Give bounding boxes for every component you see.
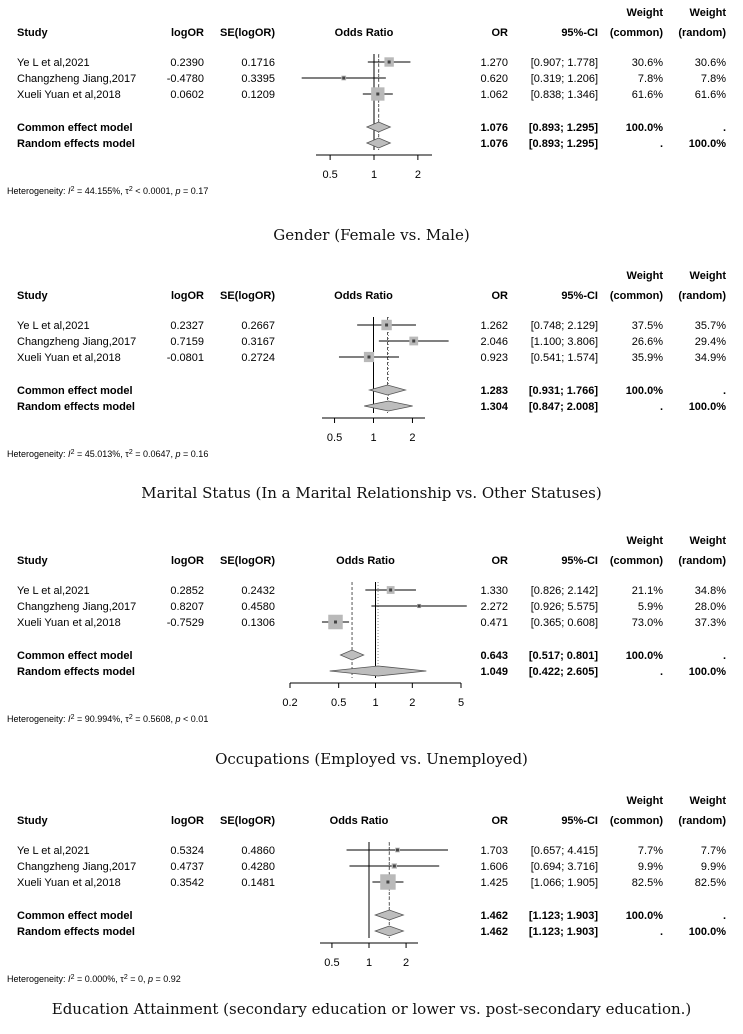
forest-plot-1 bbox=[0, 0, 743, 220]
study-weight-random: 37.3% bbox=[694, 617, 726, 629]
heterogeneity-part: p bbox=[175, 186, 181, 196]
random-model-weight-random: 100.0% bbox=[688, 138, 726, 150]
header-study: Study bbox=[17, 815, 48, 827]
x-tick-label: 5 bbox=[457, 697, 465, 709]
random-model-weight-common: . bbox=[659, 666, 663, 678]
study-name: Xueli Yuan et al,2018 bbox=[17, 877, 121, 889]
study-weight-random: 30.6% bbox=[694, 57, 726, 69]
heterogeneity-part: Heterogeneity: bbox=[7, 186, 69, 196]
study-ci: [0.657; 4.415] bbox=[530, 845, 598, 857]
heterogeneity-part: I bbox=[68, 186, 71, 196]
heterogeneity-part: = 44.155%, bbox=[74, 186, 126, 196]
header-selogor: SE(logOR) bbox=[220, 555, 275, 567]
study-se: 0.4580 bbox=[241, 601, 275, 613]
header-random: (random) bbox=[678, 555, 726, 567]
heterogeneity-part: 2 bbox=[70, 185, 75, 193]
study-weight-random: 34.8% bbox=[694, 585, 726, 597]
heterogeneity-part: = 45.013%, bbox=[74, 449, 126, 459]
study-logor: -0.0801 bbox=[166, 352, 204, 364]
common-model-ci: [0.893; 1.295] bbox=[528, 122, 598, 134]
heterogeneity-part: I bbox=[68, 449, 71, 459]
heterogeneity-text bbox=[7, 449, 208, 460]
heterogeneity-part: p bbox=[175, 714, 181, 724]
common-model-or: 1.462 bbox=[480, 910, 508, 922]
study-ci: [1.066; 1.905] bbox=[530, 877, 598, 889]
study-point bbox=[412, 340, 415, 343]
random-model-weight-common: . bbox=[659, 138, 663, 150]
x-tick-label: 0.5 bbox=[322, 169, 338, 181]
study-name: Changzheng Jiang,2017 bbox=[17, 861, 137, 873]
random-model-weight-common: . bbox=[659, 401, 663, 413]
heterogeneity-part: 2 bbox=[128, 185, 133, 193]
study-se: 0.2724 bbox=[241, 352, 275, 364]
header-weight-random: Weight bbox=[689, 795, 726, 807]
study-or: 1.062 bbox=[480, 89, 508, 101]
study-se: 0.1209 bbox=[241, 89, 275, 101]
study-se: 0.3167 bbox=[241, 336, 275, 348]
x-tick-label: 2 bbox=[409, 432, 416, 444]
header-ci: 95%-CI bbox=[561, 290, 598, 302]
study-point bbox=[389, 589, 392, 592]
study-point bbox=[334, 621, 337, 624]
heterogeneity-part: p bbox=[175, 449, 181, 459]
study-point bbox=[342, 77, 345, 80]
study-se: 0.3395 bbox=[241, 73, 275, 85]
study-se: 0.2432 bbox=[241, 585, 275, 597]
header-ci: 95%-CI bbox=[561, 815, 598, 827]
study-weight-random: 9.9% bbox=[700, 861, 726, 873]
common-model-or: 0.643 bbox=[480, 650, 508, 662]
x-tick-label: 1 bbox=[370, 169, 378, 181]
panel-caption: Education Attainment (secondary education or lower vs. post-secondary education.) bbox=[51, 1000, 692, 1018]
study-name: Xueli Yuan et al,2018 bbox=[17, 617, 121, 629]
study-name: Changzheng Jiang,2017 bbox=[17, 73, 137, 85]
common-model-or: 1.283 bbox=[480, 385, 508, 397]
study-se: 0.4860 bbox=[241, 845, 275, 857]
study-name: Ye L et al,2021 bbox=[17, 585, 90, 597]
heterogeneity-part: = 0.16 bbox=[180, 449, 209, 459]
study-logor: 0.3542 bbox=[170, 877, 204, 889]
header-odds-ratio: Odds Ratio bbox=[336, 555, 395, 567]
random-model-label: Random effects model bbox=[17, 401, 135, 413]
header-weight-common: Weight bbox=[626, 535, 663, 547]
heterogeneity-part: 2 bbox=[123, 973, 128, 981]
random-model-label: Random effects model bbox=[17, 926, 135, 938]
header-logor: logOR bbox=[171, 815, 204, 827]
heterogeneity-part: τ bbox=[125, 449, 129, 459]
study-logor: 0.5324 bbox=[170, 845, 204, 857]
random-model-or: 1.076 bbox=[480, 138, 508, 150]
random-model-ci: [0.422; 2.605] bbox=[528, 666, 598, 678]
common-model-diamond bbox=[367, 122, 391, 132]
x-tick-label: 0.5 bbox=[326, 432, 343, 444]
header-study: Study bbox=[17, 555, 48, 567]
study-weight-common: 35.9% bbox=[631, 352, 663, 364]
header-weight-random: Weight bbox=[689, 7, 726, 19]
heterogeneity-part: Heterogeneity: bbox=[7, 449, 69, 459]
heterogeneity-part: Heterogeneity: bbox=[7, 714, 69, 724]
study-ci: [0.541; 1.574] bbox=[530, 352, 598, 364]
random-model-or: 1.304 bbox=[480, 401, 508, 413]
random-model-or: 1.462 bbox=[480, 926, 508, 938]
header-or: OR bbox=[491, 555, 508, 567]
common-model-diamond bbox=[340, 650, 363, 660]
heterogeneity-part: I bbox=[68, 714, 71, 724]
study-name: Xueli Yuan et al,2018 bbox=[17, 89, 121, 101]
x-tick-label: 2 bbox=[409, 697, 416, 709]
study-logor: 0.2852 bbox=[170, 585, 204, 597]
heterogeneity-part: = 0.17 bbox=[180, 186, 209, 196]
header-ci: 95%-CI bbox=[561, 27, 598, 39]
study-name: Ye L et al,2021 bbox=[17, 57, 90, 69]
random-model-diamond bbox=[364, 401, 413, 411]
study-se: 0.1306 bbox=[241, 617, 275, 629]
common-model-weight-random: . bbox=[722, 122, 726, 134]
heterogeneity-part: < 0.01 bbox=[180, 714, 209, 724]
header-odds-ratio: Odds Ratio bbox=[329, 815, 389, 827]
common-model-weight-common: 100.0% bbox=[625, 122, 663, 134]
study-weight-common: 21.1% bbox=[631, 585, 663, 597]
heterogeneity-part: = 0.0647, bbox=[132, 449, 176, 459]
header-random: (random) bbox=[678, 815, 726, 827]
study-weight-random: 28.0% bbox=[694, 601, 726, 613]
x-tick-label: 1 bbox=[372, 697, 379, 709]
random-model-weight-random: 100.0% bbox=[688, 926, 726, 938]
study-point bbox=[386, 881, 389, 884]
study-point bbox=[388, 61, 391, 64]
study-or: 1.262 bbox=[480, 320, 508, 332]
random-model-label: Random effects model bbox=[17, 138, 135, 150]
study-ci: [0.926; 5.575] bbox=[530, 601, 598, 613]
study-weight-random: 34.9% bbox=[694, 352, 726, 364]
study-weight-common: 61.6% bbox=[631, 89, 663, 101]
study-ci: [0.319; 1.206] bbox=[530, 73, 598, 85]
header-logor: logOR bbox=[171, 290, 204, 302]
header-study: Study bbox=[17, 27, 48, 39]
header-odds-ratio: Odds Ratio bbox=[334, 290, 393, 302]
random-model-weight-random: 100.0% bbox=[688, 666, 726, 678]
header-selogor: SE(logOR) bbox=[220, 815, 275, 827]
study-or: 0.620 bbox=[480, 73, 508, 85]
study-point bbox=[396, 849, 399, 852]
study-or: 1.425 bbox=[480, 877, 508, 889]
heterogeneity-part: 2 bbox=[128, 448, 133, 456]
random-model-diamond bbox=[375, 926, 403, 936]
forest-panel-1 bbox=[0, 0, 743, 244]
heterogeneity-text bbox=[7, 714, 208, 725]
study-name: Changzheng Jiang,2017 bbox=[17, 601, 137, 613]
header-weight-common: Weight bbox=[626, 7, 663, 19]
header-weight-random: Weight bbox=[689, 270, 726, 282]
panel-caption: Gender (Female vs. Male) bbox=[273, 226, 470, 244]
study-name: Changzheng Jiang,2017 bbox=[17, 336, 137, 348]
header-or: OR bbox=[491, 290, 508, 302]
study-name: Xueli Yuan et al,2018 bbox=[17, 352, 121, 364]
study-ci: [1.100; 3.806] bbox=[530, 336, 598, 348]
study-point bbox=[367, 356, 370, 359]
x-tick-label: 1 bbox=[370, 432, 377, 444]
study-logor: 0.0602 bbox=[170, 89, 204, 101]
common-model-label: Common effect model bbox=[17, 122, 133, 134]
random-model-ci: [1.123; 1.903] bbox=[528, 926, 598, 938]
study-ci: [0.748; 2.129] bbox=[530, 320, 598, 332]
random-model-or: 1.049 bbox=[480, 666, 508, 678]
x-tick-label: 1 bbox=[365, 957, 373, 969]
common-model-label: Common effect model bbox=[17, 910, 133, 922]
header-random: (random) bbox=[678, 290, 726, 302]
random-model-ci: [0.847; 2.008] bbox=[528, 401, 598, 413]
common-model-label: Common effect model bbox=[17, 385, 133, 397]
header-odds-ratio: Odds Ratio bbox=[334, 27, 394, 39]
heterogeneity-part: p bbox=[148, 974, 154, 984]
study-or: 2.272 bbox=[480, 601, 508, 613]
study-or: 1.606 bbox=[480, 861, 508, 873]
header-ci: 95%-CI bbox=[561, 555, 598, 567]
study-name: Ye L et al,2021 bbox=[17, 845, 90, 857]
header-common: (common) bbox=[609, 815, 663, 827]
common-model-ci: [0.517; 0.801] bbox=[528, 650, 598, 662]
common-model-weight-common: 100.0% bbox=[625, 385, 663, 397]
study-or: 1.703 bbox=[480, 845, 508, 857]
common-model-label: Common effect model bbox=[17, 650, 133, 662]
study-weight-common: 82.5% bbox=[631, 877, 663, 889]
study-se: 0.1481 bbox=[241, 877, 275, 889]
study-point bbox=[376, 93, 379, 96]
study-or: 0.471 bbox=[480, 617, 508, 629]
header-or: OR bbox=[491, 27, 508, 39]
heterogeneity-part: I bbox=[68, 974, 71, 984]
heterogeneity-part: τ bbox=[125, 186, 129, 196]
common-model-ci: [1.123; 1.903] bbox=[528, 910, 598, 922]
study-or: 2.046 bbox=[480, 336, 508, 348]
study-weight-common: 73.0% bbox=[631, 617, 663, 629]
x-tick-label: 0.5 bbox=[331, 697, 347, 709]
panel-caption: Occupations (Employed vs. Unemployed) bbox=[215, 750, 528, 768]
study-logor: 0.4737 bbox=[170, 861, 204, 873]
study-logor: 0.2327 bbox=[170, 320, 204, 332]
common-model-weight-common: 100.0% bbox=[625, 650, 663, 662]
header-common: (common) bbox=[609, 555, 663, 567]
study-weight-random: 82.5% bbox=[694, 877, 726, 889]
forest-panel-4 bbox=[0, 788, 743, 1023]
study-logor: -0.7529 bbox=[166, 617, 204, 629]
forest-plot-3 bbox=[0, 528, 743, 748]
heterogeneity-part: = 90.994%, bbox=[74, 714, 126, 724]
heterogeneity-part: τ bbox=[125, 714, 129, 724]
header-weight-common: Weight bbox=[626, 795, 663, 807]
study-weight-random: 29.4% bbox=[694, 336, 726, 348]
study-weight-common: 30.6% bbox=[631, 57, 663, 69]
study-weight-common: 37.5% bbox=[631, 320, 663, 332]
header-selogor: SE(logOR) bbox=[220, 27, 275, 39]
study-se: 0.2667 bbox=[241, 320, 275, 332]
header-weight-common: Weight bbox=[626, 270, 663, 282]
heterogeneity-part: < 0.0001, bbox=[132, 186, 176, 196]
study-ci: [0.694; 3.716] bbox=[530, 861, 598, 873]
study-weight-common: 7.7% bbox=[637, 845, 663, 857]
study-logor: 0.8207 bbox=[170, 601, 204, 613]
heterogeneity-part: Heterogeneity: bbox=[7, 974, 69, 984]
heterogeneity-part: 2 bbox=[70, 973, 75, 981]
random-model-diamond bbox=[330, 666, 427, 676]
study-point bbox=[393, 865, 396, 868]
header-common: (common) bbox=[609, 27, 663, 39]
study-weight-random: 7.7% bbox=[700, 845, 726, 857]
header-selogor: SE(logOR) bbox=[220, 290, 275, 302]
heterogeneity-part: = 0.5608, bbox=[132, 714, 176, 724]
common-model-weight-common: 100.0% bbox=[625, 910, 663, 922]
random-model-label: Random effects model bbox=[17, 666, 135, 678]
header-or: OR bbox=[491, 815, 508, 827]
study-or: 0.923 bbox=[480, 352, 508, 364]
header-logor: logOR bbox=[171, 27, 204, 39]
study-ci: [0.907; 1.778] bbox=[530, 57, 598, 69]
heterogeneity-part: 2 bbox=[70, 448, 75, 456]
panel-caption: Marital Status (In a Marital Relationship vs. Other Statuses) bbox=[141, 484, 602, 502]
study-logor: 0.2390 bbox=[170, 57, 204, 69]
study-logor: -0.4780 bbox=[166, 73, 204, 85]
random-model-ci: [0.893; 1.295] bbox=[528, 138, 598, 150]
forest-plot-4 bbox=[0, 788, 743, 1008]
study-se: 0.4280 bbox=[241, 861, 275, 873]
heterogeneity-part: τ bbox=[120, 974, 124, 984]
study-weight-common: 5.9% bbox=[637, 601, 663, 613]
study-weight-common: 9.9% bbox=[637, 861, 663, 873]
heterogeneity-part: = 0, bbox=[127, 974, 148, 984]
forest-panel-2 bbox=[0, 263, 743, 502]
heterogeneity-text bbox=[7, 186, 208, 197]
study-point bbox=[385, 324, 388, 327]
study-weight-random: 35.7% bbox=[694, 320, 726, 332]
study-logor: 0.7159 bbox=[170, 336, 204, 348]
common-model-weight-random: . bbox=[722, 650, 726, 662]
heterogeneity-part: 2 bbox=[70, 713, 75, 721]
study-or: 1.330 bbox=[480, 585, 508, 597]
heterogeneity-text bbox=[7, 974, 181, 985]
x-tick-label: 2 bbox=[403, 957, 410, 969]
header-random: (random) bbox=[678, 27, 726, 39]
heterogeneity-part: = 0.92 bbox=[153, 974, 181, 984]
heterogeneity-part: = 0.000%, bbox=[74, 974, 121, 984]
common-model-weight-random: . bbox=[722, 910, 726, 922]
study-ci: [0.826; 2.142] bbox=[530, 585, 598, 597]
study-se: 0.1716 bbox=[241, 57, 275, 69]
common-model-ci: [0.931; 1.766] bbox=[528, 385, 598, 397]
study-ci: [0.838; 1.346] bbox=[530, 89, 598, 101]
random-model-weight-common: . bbox=[659, 926, 663, 938]
common-model-diamond bbox=[369, 385, 405, 395]
study-weight-random: 61.6% bbox=[694, 89, 726, 101]
heterogeneity-part: 2 bbox=[128, 713, 133, 721]
study-weight-random: 7.8% bbox=[700, 73, 726, 85]
study-name: Ye L et al,2021 bbox=[17, 320, 90, 332]
x-tick-label: 0.5 bbox=[324, 957, 340, 969]
header-logor: logOR bbox=[171, 555, 204, 567]
random-model-weight-random: 100.0% bbox=[688, 401, 726, 413]
common-model-weight-random: . bbox=[722, 385, 726, 397]
x-tick-label: 0.2 bbox=[282, 697, 298, 709]
header-weight-random: Weight bbox=[689, 535, 726, 547]
header-common: (common) bbox=[609, 290, 663, 302]
study-ci: [0.365; 0.608] bbox=[530, 617, 598, 629]
x-tick-label: 2 bbox=[414, 169, 421, 181]
study-point bbox=[418, 605, 421, 608]
header-study: Study bbox=[17, 290, 48, 302]
common-model-or: 1.076 bbox=[480, 122, 508, 134]
study-weight-common: 26.6% bbox=[631, 336, 663, 348]
forest-plot-2 bbox=[0, 263, 743, 483]
forest-panel-3 bbox=[0, 528, 743, 768]
study-or: 1.270 bbox=[480, 57, 508, 69]
study-weight-common: 7.8% bbox=[637, 73, 663, 85]
random-model-diamond bbox=[367, 138, 391, 148]
common-model-diamond bbox=[375, 910, 403, 920]
